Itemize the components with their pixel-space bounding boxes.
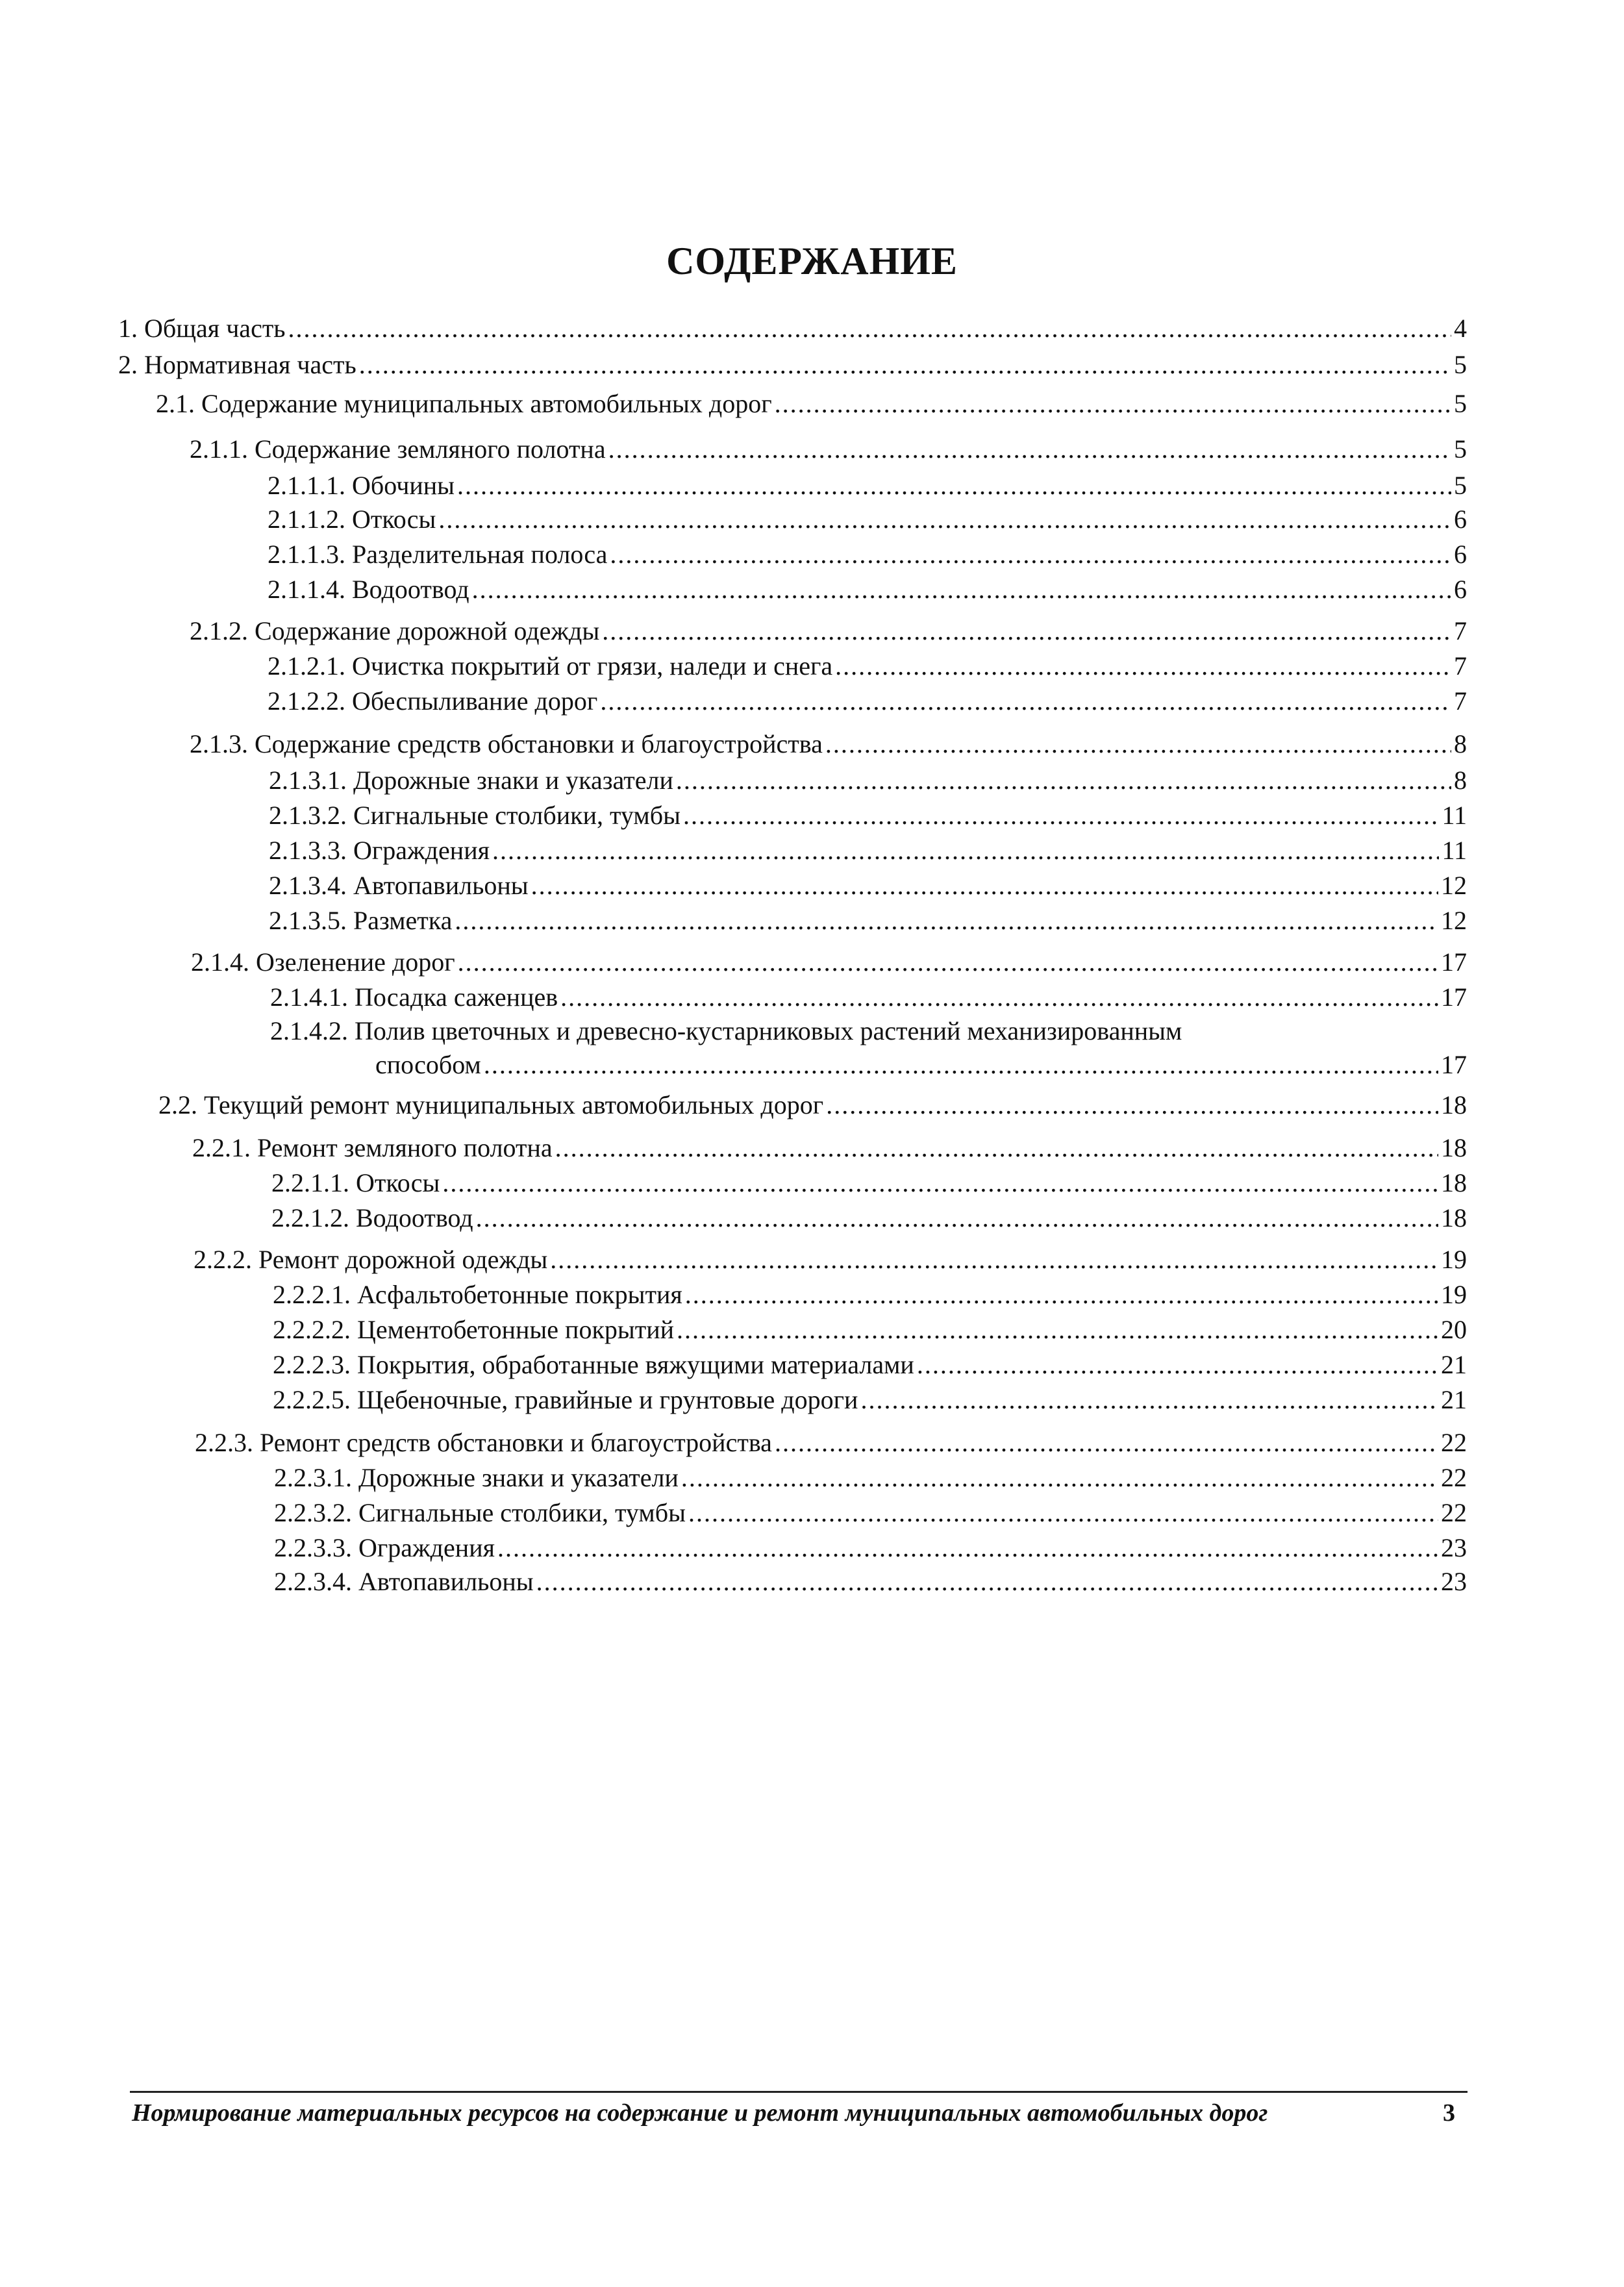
- toc-entry-page: 18: [1441, 1203, 1467, 1232]
- toc-entry[interactable]: [268, 538, 1467, 571]
- toc-entry-page: 7: [1454, 616, 1467, 645]
- toc-entry-text: 2.1.3.1. Дорожные знаки и указатели: [269, 766, 673, 795]
- toc-entry-page: 18: [1441, 1133, 1467, 1162]
- toc-entry-text: 2.1.2.1. Очистка покрытий от грязи, наледи и снега: [268, 651, 833, 681]
- toc-entry[interactable]: [268, 649, 1467, 683]
- toc-entry-text: 2.1.4. Озеленение дорог: [191, 947, 455, 977]
- toc-entry[interactable]: [269, 834, 1467, 868]
- toc-entry[interactable]: [269, 869, 1467, 903]
- toc-entry-page: 21: [1441, 1385, 1467, 1414]
- toc-entry-text: 2.2.1.2. Водоотвод: [271, 1203, 473, 1232]
- toc-entry[interactable]: [194, 1243, 1467, 1277]
- toc-entry-text: 2.2.3.3. Ограждения: [274, 1533, 495, 1562]
- toc-entry[interactable]: [158, 1088, 1467, 1122]
- toc-entry-page: 8: [1454, 729, 1467, 758]
- toc-entry[interactable]: [268, 503, 1467, 536]
- toc-entry-text: 2.1.3.4. Автопавильоны: [269, 871, 529, 900]
- toc-entry-page: 4: [1454, 314, 1467, 343]
- toc-entry-page: 23: [1441, 1533, 1467, 1562]
- toc-entry-text: 2.1.4.1. Посадка саженцев: [270, 982, 558, 1012]
- toc-entry-text: 2.1.3. Содержание средств обстановки и благоустройства: [190, 729, 823, 758]
- toc-entry-page: 19: [1441, 1245, 1467, 1274]
- toc-entry[interactable]: [269, 764, 1467, 797]
- toc-entry-page: 7: [1454, 686, 1467, 716]
- toc-entry[interactable]: [274, 1496, 1467, 1530]
- toc-entry-text: 2.1.3.2. Сигнальные столбики, тумбы: [269, 801, 681, 830]
- toc-entry[interactable]: [273, 1348, 1467, 1382]
- toc-entry-page: 7: [1454, 651, 1467, 681]
- toc-entry-page: 5: [1454, 389, 1467, 418]
- toc-entry-text-continued: способом: [375, 1050, 481, 1079]
- toc-entry-text: 2. Нормативная часть: [118, 350, 356, 379]
- toc-entry-page: 23: [1441, 1567, 1467, 1596]
- toc-entry-page: 6: [1454, 575, 1467, 604]
- toc-entry[interactable]: [269, 904, 1467, 938]
- toc-entry-page: 5: [1454, 350, 1467, 379]
- toc-entry-page: 12: [1441, 871, 1467, 900]
- toc-entry-text: 2.1.3.3. Ограждения: [269, 836, 490, 865]
- toc-entry[interactable]: [273, 1383, 1467, 1417]
- toc-entry-text: 2.2.1. Ремонт земляного полотна: [192, 1133, 553, 1162]
- toc-entry-page: 6: [1454, 505, 1467, 534]
- toc-entry-text: 2.2. Текущий ремонт муниципальных автомобильных дорог: [158, 1090, 824, 1119]
- toc-entry[interactable]: [268, 684, 1467, 718]
- toc-entry[interactable]: [190, 727, 1467, 761]
- toc-entry-text: 2.2.1.1. Откосы: [271, 1168, 440, 1197]
- toc-entry[interactable]: [191, 945, 1467, 979]
- toc-entry-page: 22: [1441, 1498, 1467, 1527]
- toc-entry-page: 18: [1441, 1090, 1467, 1119]
- toc-entry[interactable]: [192, 1131, 1467, 1165]
- toc-entry[interactable]: [273, 1313, 1467, 1347]
- toc-entry-text: 1. Общая часть: [118, 314, 286, 343]
- toc-entry-text: 2.2.3. Ремонт средств обстановки и благоустройства: [195, 1428, 772, 1457]
- toc-entry-page: 20: [1441, 1315, 1467, 1344]
- toc-entry[interactable]: [269, 799, 1467, 832]
- toc-entry-page: 8: [1454, 766, 1467, 795]
- toc-entry-page: 11: [1442, 836, 1467, 865]
- toc-entry-page: 22: [1441, 1463, 1467, 1492]
- toc-entry-page: 22: [1441, 1428, 1467, 1457]
- toc-entry-page: 19: [1441, 1280, 1467, 1309]
- toc-entry[interactable]: [271, 1201, 1467, 1235]
- toc-entry-page: 17: [1441, 1050, 1467, 1079]
- toc-entry-text: 2.1. Содержание муниципальных автомобильных дорог: [156, 389, 772, 418]
- toc-entry-text: 2.1.1.3. Разделительная полоса: [268, 540, 608, 569]
- toc-entry-text: 2.2.3.1. Дорожные знаки и указатели: [274, 1463, 679, 1492]
- toc-entry-page: 11: [1442, 801, 1467, 830]
- toc-entry-text: 2.2.2. Ремонт дорожной одежды: [194, 1245, 548, 1274]
- toc-entry-page: 18: [1441, 1168, 1467, 1197]
- toc-entry[interactable]: [118, 348, 1467, 382]
- toc-entry-text: 2.1.1. Содержание земляного полотна: [190, 434, 606, 464]
- toc-entry-text: 2.1.1.1. Обочины: [268, 471, 455, 500]
- toc-entry[interactable]: [190, 614, 1467, 648]
- footer-title: Нормирование материальных ресурсов на содержание и ремонт муниципальных автомобильных дорог: [132, 2099, 1268, 2127]
- toc-entry[interactable]: [274, 1461, 1467, 1495]
- toc-entry-text: 2.1.1.4. Водоотвод: [268, 575, 469, 604]
- toc-entry[interactable]: [156, 387, 1467, 421]
- toc-entry[interactable]: [118, 312, 1467, 345]
- toc-entry-page: 5: [1454, 434, 1467, 464]
- toc-entry-page: 12: [1441, 906, 1467, 935]
- toc-entry-text: 2.1.2. Содержание дорожной одежды: [190, 616, 600, 645]
- toc-entry-page: 5: [1454, 471, 1467, 500]
- toc-entry-text: 2.2.2.3. Покрытия, обработанные вяжущими материалами: [273, 1350, 914, 1379]
- toc-entry-page: 17: [1441, 947, 1467, 977]
- toc-entry-text: 2.1.2.2. Обеспыливание дорог: [268, 686, 598, 716]
- footer-divider: [130, 2091, 1468, 2093]
- toc-entry[interactable]: [273, 1278, 1467, 1312]
- toc-entry-text: 2.2.3.2. Сигнальные столбики, тумбы: [274, 1498, 686, 1527]
- toc-entry[interactable]: [274, 1565, 1467, 1599]
- toc-entry-text: 2.1.3.5. Разметка: [269, 906, 453, 935]
- toc-entry-text: 2.1.1.2. Откосы: [268, 505, 436, 534]
- toc-entry[interactable]: [270, 981, 1467, 1014]
- page-title: СОДЕРЖАНИЕ: [666, 240, 958, 282]
- toc-entry[interactable]: [268, 573, 1467, 606]
- toc-entry-text: 2.2.2.1. Асфальтобетонные покрытия: [273, 1280, 682, 1309]
- page-number: 3: [1443, 2099, 1455, 2127]
- toc-entry[interactable]: [271, 1166, 1467, 1200]
- toc-entry-text[interactable]: 2.1.4.2. Полив цветочных и древесно-кустарниковых растений механизированным: [270, 1016, 1182, 1045]
- toc-entry[interactable]: [195, 1426, 1467, 1460]
- toc-entry-page: 21: [1441, 1350, 1467, 1379]
- toc-entry-page: 17: [1441, 982, 1467, 1012]
- toc-entry-text: 2.2.2.5. Щебеночные, гравийные и грунтовые дороги: [273, 1385, 858, 1414]
- toc-entry[interactable]: [375, 1048, 1467, 1082]
- toc-entry-text: 2.2.3.4. Автопавильоны: [274, 1567, 534, 1596]
- toc-entry[interactable]: [190, 432, 1467, 466]
- toc-entry-page: 6: [1454, 540, 1467, 569]
- toc-entry[interactable]: [268, 469, 1467, 503]
- toc-entry[interactable]: [274, 1531, 1467, 1565]
- toc-entry-text: 2.2.2.2. Цементобетонные покрытий: [273, 1315, 675, 1344]
